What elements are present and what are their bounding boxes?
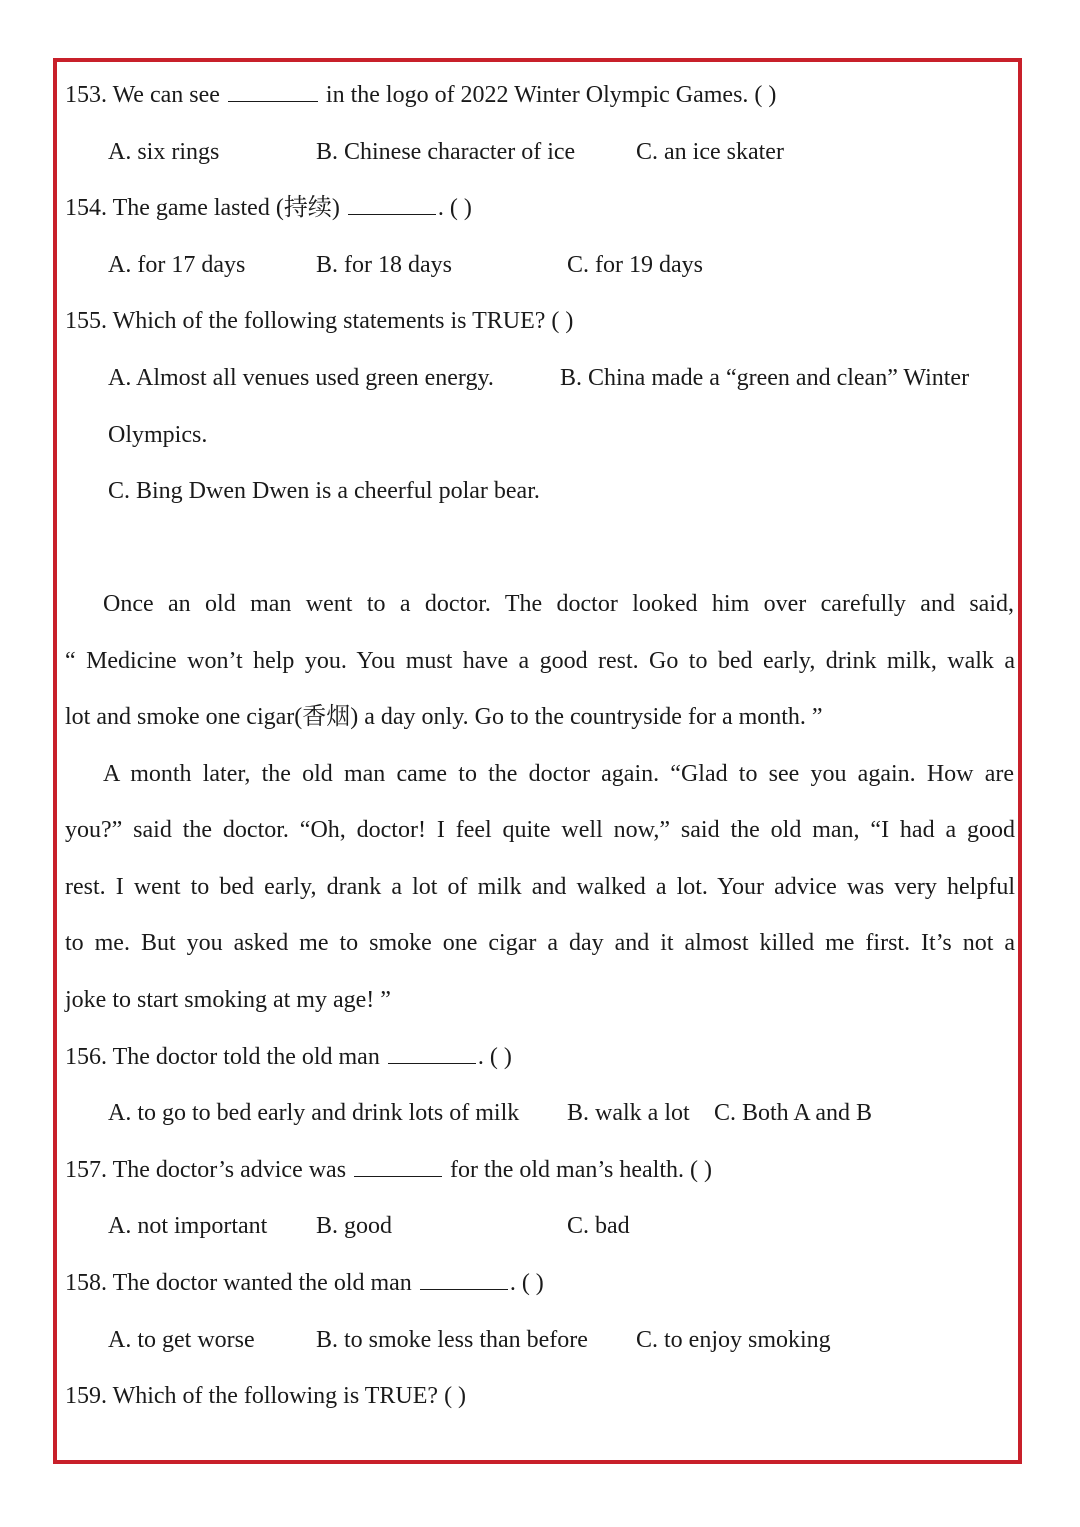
passage-p1-line-2: “ Medicine won’t help you. You must have a good rest. Go to bed early, drink milk, walk a <box>65 648 1015 674</box>
passage-p2-line-1: A month later, the old man came to the doctor again. “Glad to see you again. How are <box>103 761 1014 787</box>
question-157-text-after: for the old man’s health. ( ) <box>444 1157 712 1183</box>
option-153-a[interactable]: A. six rings <box>108 139 220 165</box>
passage-p2-line-5: joke to start smoking at my age! ” <box>65 987 391 1013</box>
question-159-stem: 159. Which of the following is TRUE? ( ) <box>65 1383 467 1409</box>
option-156-c[interactable]: C. Both A and B <box>714 1100 873 1126</box>
question-154-text-after: . ( ) <box>437 195 472 221</box>
passage-p2-line-4: to me. But you asked me to smoke one cigar a day and it almost killed me first. It’s not a <box>65 930 1015 956</box>
answer-blank-153[interactable] <box>228 81 318 102</box>
question-158-text-before: 158. The doctor wanted the old man <box>65 1270 418 1296</box>
question-157-text-before: 157. The doctor’s advice was <box>65 1157 353 1183</box>
question-155-stem: 155. Which of the following statements is TRUE? ( ) <box>65 308 574 334</box>
option-157-a[interactable]: A. not important <box>108 1213 268 1239</box>
question-153-stem <box>65 80 776 110</box>
option-157-b[interactable]: B. good <box>316 1213 393 1239</box>
option-154-c[interactable]: C. for 19 days <box>567 252 703 278</box>
option-153-c[interactable]: C. an ice skater <box>636 139 784 165</box>
passage-p1-line-1: Once an old man went to a doctor. The doctor looked him over carefully and said, <box>103 591 1014 617</box>
option-158-c[interactable]: C. to enjoy smoking <box>636 1327 831 1353</box>
passage-p1-line-3: lot and smoke one cigar(香烟) a day only. Go to the countryside for a month. ” <box>65 704 823 730</box>
question-154-text-before: 154. The game lasted (持续) <box>65 195 346 221</box>
answer-blank-158[interactable] <box>420 1269 508 1290</box>
passage-p2-line-3: rest. I went to bed early, drank a lot of milk and walked a lot. Your advice was very helpful <box>65 874 1015 900</box>
answer-blank-156[interactable] <box>388 1043 476 1064</box>
option-156-a[interactable]: A. to go to bed early and drink lots of milk <box>108 1100 520 1126</box>
question-156-text-before: 156. The doctor told the old man <box>65 1044 386 1070</box>
option-155-b-continued: Olympics. <box>108 422 208 448</box>
option-154-b[interactable]: B. for 18 days <box>316 252 452 278</box>
question-158-text-after: . ( ) <box>509 1270 544 1296</box>
passage-p2-line-2: you?” said the doctor. “Oh, doctor! I feel quite well now,” said the old man, “I had a good <box>65 817 1015 843</box>
option-158-a[interactable]: A. to get worse <box>108 1327 255 1353</box>
question-158-stem <box>65 1268 544 1298</box>
question-156-text-after: . ( ) <box>477 1044 512 1070</box>
question-154-stem <box>65 193 472 223</box>
option-155-b[interactable]: B. China made a “green and clean” Winter <box>560 365 970 391</box>
question-153-text-before: 153. We can see <box>65 82 226 108</box>
option-158-b[interactable]: B. to smoke less than before <box>316 1327 588 1353</box>
option-157-c[interactable]: C. bad <box>567 1213 630 1239</box>
option-153-b[interactable]: B. Chinese character of ice <box>316 139 576 165</box>
answer-blank-154[interactable] <box>348 194 436 215</box>
option-154-a[interactable]: A. for 17 days <box>108 252 246 278</box>
question-153-text-after: in the logo of 2022 Winter Olympic Games. ( ) <box>319 82 777 108</box>
option-155-a[interactable]: A. Almost all venues used green energy. <box>108 365 494 391</box>
question-157-stem <box>65 1155 712 1185</box>
answer-blank-157[interactable] <box>354 1156 442 1177</box>
option-156-b[interactable]: B. walk a lot <box>567 1100 690 1126</box>
question-156-stem <box>65 1042 512 1072</box>
option-155-c[interactable]: C. Bing Dwen Dwen is a cheerful polar bear. <box>108 478 540 504</box>
